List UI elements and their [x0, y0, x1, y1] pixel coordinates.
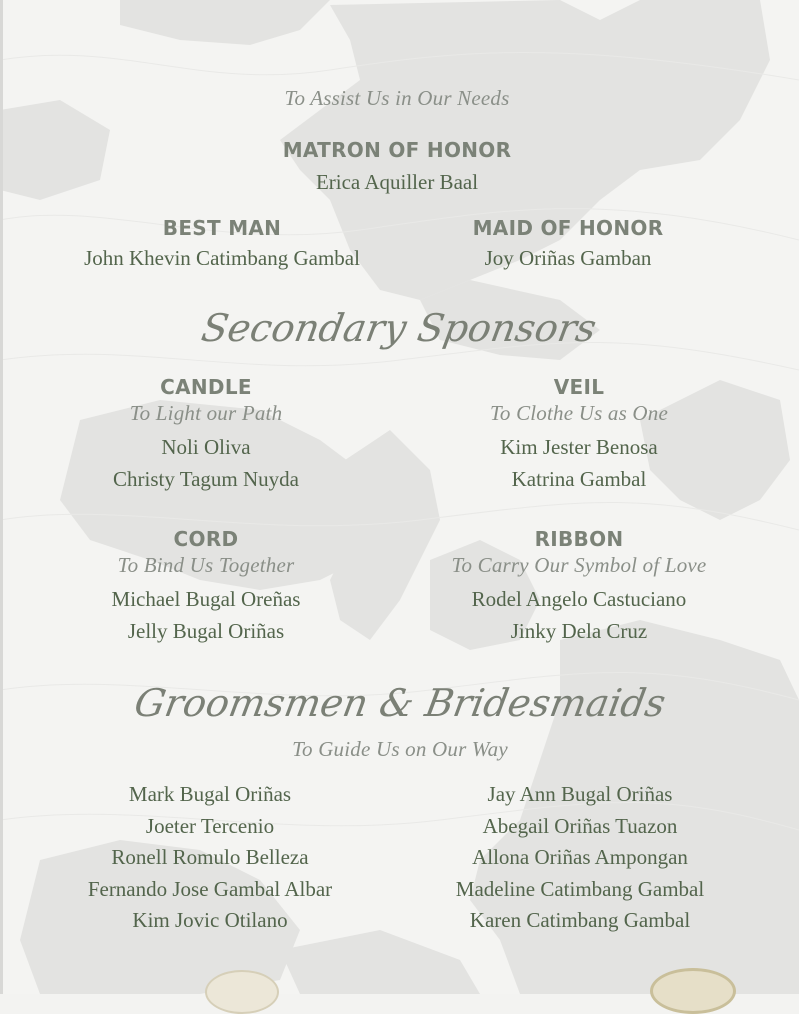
- bridesmaid-name: Abegail Oriñas Tuazon: [482, 813, 678, 838]
- decorative-seal-icon: [205, 970, 279, 1014]
- candle-section: [56, 374, 356, 495]
- ribbon-tagline: To Carry Our Symbol of Love: [451, 553, 707, 577]
- ribbon-heading: RIBBON: [534, 527, 624, 551]
- bridesmaids-list: [420, 779, 740, 937]
- veil-sponsor-name: Katrina Gambal: [511, 466, 647, 491]
- veil-tagline: To Clothe Us as One: [489, 401, 669, 425]
- candle-sponsor-name: Christy Tagum Nuyda: [113, 466, 299, 491]
- matron-of-honor-name: Erica Aquiller Baal: [315, 170, 479, 194]
- entourage-subtitle: To Guide Us on Our Way: [292, 737, 508, 761]
- veil-section: [429, 374, 729, 495]
- matron-of-honor-heading: MATRON OF HONOR: [282, 138, 512, 162]
- groomsman-name: Mark Bugal Oriñas: [128, 782, 292, 806]
- veil-sponsor-name: Kim Jester Benosa: [500, 435, 658, 459]
- best-man-name: John Khevin Catimbang Gambal: [84, 246, 360, 270]
- veil-heading: VEIL: [553, 375, 605, 399]
- cord-sponsor-name: Jelly Bugal Oriñas: [127, 618, 285, 643]
- candle-sponsor-name: Noli Oliva: [161, 435, 251, 459]
- cord-sponsor-name: Michael Bugal Oreñas: [111, 587, 301, 611]
- left-page-edge: [0, 0, 3, 994]
- ribbon-sponsor-name: Jinky Dela Cruz: [510, 618, 648, 643]
- groomsman-name: Joeter Tercenio: [145, 813, 275, 838]
- candle-tagline: To Light our Path: [129, 401, 283, 425]
- ribbon-sponsor-name: Rodel Angelo Castuciano: [471, 587, 687, 611]
- secondary-sponsors-section: [189, 305, 609, 351]
- candle-heading: CANDLE: [160, 375, 252, 399]
- cord-heading: CORD: [173, 527, 239, 551]
- maid-of-honor-section: [418, 215, 718, 275]
- bridesmaid-name: Madeline Catimbang Gambal: [455, 876, 705, 901]
- cord-section: [56, 526, 356, 647]
- assist-subtitle: To Assist Us in Our Needs: [284, 86, 510, 110]
- assist-section: [187, 85, 607, 111]
- groomsmen-list: [40, 779, 380, 937]
- bridesmaid-name: Jay Ann Bugal Oriñas: [487, 782, 673, 806]
- maid-of-honor-name: Joy Oriñas Gamban: [484, 246, 652, 270]
- groomsman-name: Fernando Jose Gambal Albar: [87, 876, 333, 901]
- best-man-heading: BEST MAN: [162, 216, 282, 240]
- groomsman-name: Ronell Romulo Belleza: [111, 845, 309, 869]
- bridesmaid-name: Karen Catimbang Gambal: [469, 908, 691, 932]
- secondary-sponsors-title: Secondary Sponsors: [198, 306, 600, 350]
- entourage-title: Groomsmen & Bridesmaids: [131, 681, 669, 725]
- groomsman-name: Kim Jovic Otilano: [132, 908, 288, 932]
- ribbon-section: [414, 526, 744, 647]
- cord-tagline: To Bind Us Together: [117, 553, 295, 577]
- decorative-seal-icon: [650, 968, 736, 1014]
- bridesmaid-name: Allona Oriñas Ampongan: [472, 845, 688, 869]
- best-man-section: [22, 215, 422, 275]
- entourage-section: [130, 680, 670, 762]
- maid-of-honor-heading: MAID OF HONOR: [472, 216, 664, 240]
- matron-of-honor-section: [187, 137, 607, 199]
